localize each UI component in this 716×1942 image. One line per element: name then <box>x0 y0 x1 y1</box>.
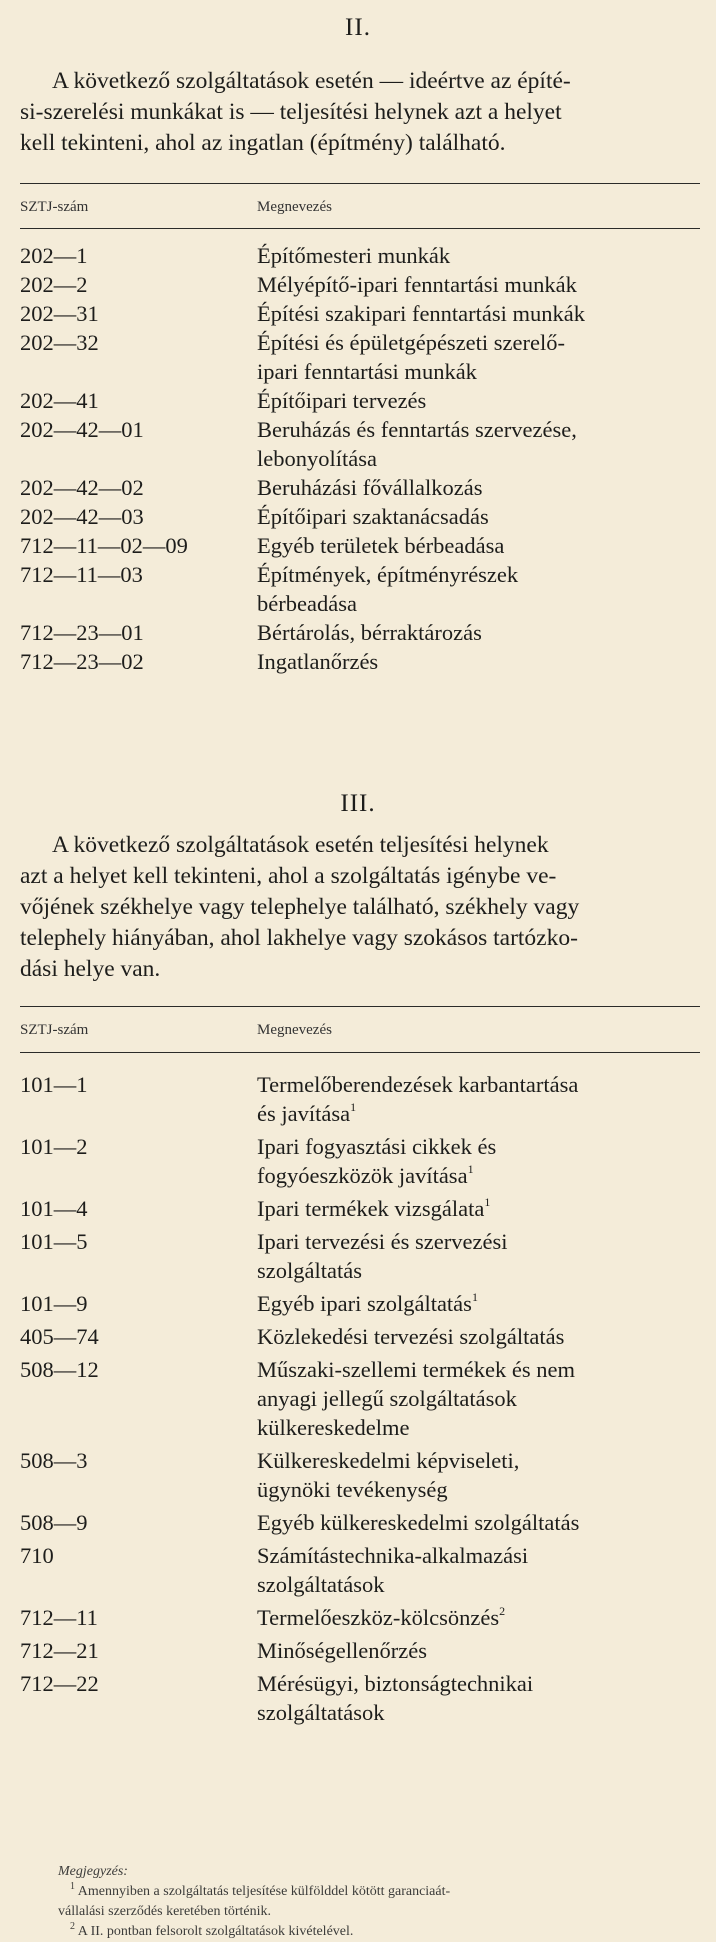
footnote-ref: 2 <box>499 1604 506 1618</box>
paragraph-line: telephely hiányában, ahol lakhelye vagy szokásos tartózko- <box>20 925 578 951</box>
table-row <box>20 647 700 676</box>
header-name: Megnevezés <box>257 1022 332 1038</box>
row-name-line <box>257 386 700 415</box>
row-code: 202—31 <box>20 301 99 326</box>
row-name-text: Építőmesteri munkák <box>257 243 451 268</box>
row-code: 202—41 <box>20 388 99 413</box>
table-row <box>20 1603 700 1632</box>
table-row <box>20 1132 700 1190</box>
row-name-text: Bértárolás, bérraktározás <box>257 620 482 645</box>
table-row <box>20 1322 700 1351</box>
row-code: 712—21 <box>20 1638 99 1663</box>
row-name-line <box>257 270 700 299</box>
table-row <box>20 270 700 299</box>
row-name <box>257 1355 700 1442</box>
row-name-line <box>257 1570 700 1599</box>
section-3-table-header <box>20 1022 700 1046</box>
row-name-text: Ipari fogyasztási cikkek és <box>257 1134 497 1159</box>
paragraph-line: azt a helyet kell tekinteni, ahol a szolgáltatás igénybe ve- <box>20 863 557 889</box>
row-name-text: bérbeadása <box>257 591 357 616</box>
row-name-line <box>257 1256 700 1285</box>
section-2-paragraph <box>20 66 700 159</box>
row-name <box>257 1132 700 1190</box>
row-code: 405—74 <box>20 1324 99 1349</box>
row-name <box>257 1508 700 1537</box>
row-name-text: Közlekedési tervezési szolgáltatás <box>257 1324 565 1349</box>
section-3-title: III. <box>340 790 376 817</box>
row-name-line <box>257 1070 700 1099</box>
row-name <box>257 1289 700 1318</box>
footnote-mark: 2 <box>70 1921 75 1932</box>
row-name <box>257 1541 700 1599</box>
row-code: 101—2 <box>20 1134 88 1159</box>
footnote-1-continuation: vállalási szerződés keretében történik. <box>58 1904 272 1919</box>
row-name-text: Építőipari szaktanácsadás <box>257 504 489 529</box>
row-code: 508—9 <box>20 1510 88 1535</box>
row-name <box>257 560 700 618</box>
table-row <box>20 1541 700 1599</box>
row-code: 101—9 <box>20 1291 88 1316</box>
row-name-line <box>257 415 700 444</box>
footnote-ref: 1 <box>471 1290 478 1304</box>
row-name-text: Építési szakipari fenntartási munkák <box>257 301 586 326</box>
row-name-line <box>257 1508 700 1537</box>
table-row <box>20 328 700 386</box>
row-name-line <box>257 1446 700 1475</box>
row-name-line <box>257 1669 700 1698</box>
row-code: 101—1 <box>20 1072 88 1097</box>
row-name-line <box>257 560 700 589</box>
table-top-rule <box>20 183 700 184</box>
row-code: 202—1 <box>20 243 88 268</box>
row-code: 202—42—01 <box>20 417 144 442</box>
row-code: 101—4 <box>20 1196 88 1221</box>
table-header-rule <box>20 1052 700 1053</box>
row-name-line <box>257 473 700 502</box>
row-name-text: Külkereskedelmi képviseleti, <box>257 1448 520 1473</box>
row-name-line <box>257 1289 700 1318</box>
table-row <box>20 299 700 328</box>
row-name <box>257 647 700 676</box>
header-code: SZTJ-szám <box>20 1022 89 1038</box>
row-code: 508—12 <box>20 1357 99 1382</box>
row-code: 202—42—02 <box>20 475 144 500</box>
row-name-text: külkereskedelme <box>257 1415 410 1440</box>
table-row <box>20 531 700 560</box>
row-code: 202—2 <box>20 272 88 297</box>
section-2-title: II. <box>345 14 371 41</box>
paragraph-line: si-szerelési munkákat is — teljesítési helynek azt a helyet <box>20 99 562 125</box>
row-name <box>257 502 700 531</box>
row-name <box>257 531 700 560</box>
row-name <box>257 1194 700 1223</box>
row-name-text: fogyóeszközök javítása <box>257 1163 468 1188</box>
row-name-text: Minőségellenőrzés <box>257 1638 427 1663</box>
row-name-line <box>257 618 700 647</box>
row-name-line <box>257 357 700 386</box>
row-name-line <box>257 1475 700 1504</box>
table-row <box>20 560 700 618</box>
row-name <box>257 270 700 299</box>
row-name-text: Egyéb külkereskedelmi szolgáltatás <box>257 1510 580 1535</box>
row-name <box>257 241 700 270</box>
row-name-text: Építőipari tervezés <box>257 388 427 413</box>
row-name <box>257 1227 700 1285</box>
row-name-text: Beruházás és fenntartás szervezése, <box>257 417 577 442</box>
footnote-text: Amennyiben a szolgáltatás teljesítése külfölddel kötött garanciaát- <box>77 1884 451 1899</box>
table-row <box>20 1355 700 1442</box>
row-name-line <box>257 1099 700 1128</box>
row-name-line <box>257 1161 700 1190</box>
row-name <box>257 1322 700 1351</box>
row-name-text: Egyéb területek bérbeadása <box>257 533 505 558</box>
row-code: 712—11—03 <box>20 562 143 587</box>
table-row <box>20 1070 700 1128</box>
row-code: 712—11 <box>20 1605 98 1630</box>
row-name <box>257 1603 700 1632</box>
table-row <box>20 1669 700 1727</box>
row-name-text: Építmények, építményrészek <box>257 562 519 587</box>
row-code: 202—32 <box>20 330 99 355</box>
table-top-rule <box>20 1006 700 1007</box>
row-name-text: Építési és épületgépészeti szerelő- <box>257 330 565 355</box>
table-row <box>20 415 700 473</box>
row-name-line <box>257 1698 700 1727</box>
row-code: 712—23—02 <box>20 649 144 674</box>
row-name <box>257 618 700 647</box>
row-name-text: Egyéb ipari szolgáltatás <box>257 1291 472 1316</box>
section-3-paragraph <box>20 830 700 985</box>
table-row <box>20 618 700 647</box>
row-name-text: Mérésügyi, biztonságtechnikai <box>257 1671 534 1696</box>
row-name <box>257 299 700 328</box>
row-name-text: Ipari termékek vizsgálata <box>257 1196 485 1221</box>
row-name-text: Számítástechnika-alkalmazási <box>257 1543 529 1568</box>
row-name-line <box>257 299 700 328</box>
footnote-2 <box>58 1922 698 1942</box>
footnote-ref: 1 <box>350 1100 357 1114</box>
paragraph-line: dási helye van. <box>20 956 161 982</box>
row-name-text: és javítása <box>257 1101 351 1126</box>
row-name-text: ipari fenntartási munkák <box>257 359 477 384</box>
section-3-table-body <box>20 1070 700 1731</box>
row-name-text: Termelőberendezések karbantartása <box>257 1072 579 1097</box>
row-name-text: Műszaki-szellemi termékek és nem <box>257 1357 576 1382</box>
row-name <box>257 1446 700 1504</box>
row-name-line <box>257 502 700 531</box>
row-name-line <box>257 1132 700 1161</box>
header-code: SZTJ-szám <box>20 199 89 215</box>
table-row <box>20 473 700 502</box>
row-name <box>257 473 700 502</box>
table-row <box>20 1289 700 1318</box>
row-name-text: szolgáltatások <box>257 1572 385 1597</box>
row-name-line <box>257 1194 700 1223</box>
row-name-line <box>257 1413 700 1442</box>
paragraph-line: A következő szolgáltatások esetén — ideértve az építé- <box>52 68 571 94</box>
row-code: 712—23—01 <box>20 620 144 645</box>
row-name-line <box>257 589 700 618</box>
row-name-line <box>257 1541 700 1570</box>
row-name-line <box>257 1355 700 1384</box>
table-row <box>20 386 700 415</box>
row-name <box>257 328 700 386</box>
row-code: 101—5 <box>20 1229 88 1254</box>
row-name-line <box>257 531 700 560</box>
row-name-text: Mélyépítő-ipari fenntartási munkák <box>257 272 577 297</box>
row-name <box>257 1669 700 1727</box>
row-name-line <box>257 1636 700 1665</box>
row-name-text: Beruházási fővállalkozás <box>257 475 483 500</box>
row-code: 202—42—03 <box>20 504 144 529</box>
row-name <box>257 1070 700 1128</box>
row-name <box>257 415 700 473</box>
header-name: Megnevezés <box>257 199 332 215</box>
footnotes-title: Megjegyzés: <box>58 1864 128 1879</box>
table-row <box>20 1446 700 1504</box>
section-2-table-header <box>20 199 700 223</box>
table-header-rule <box>20 228 700 229</box>
row-name-text: szolgáltatások <box>257 1700 385 1725</box>
row-name-text: anyagi jellegű szolgáltatások <box>257 1386 517 1411</box>
row-name-text: Termelőeszköz-kölcsönzés <box>257 1605 500 1630</box>
row-name-text: szolgáltatás <box>257 1258 362 1283</box>
footnote-ref: 1 <box>467 1162 474 1176</box>
row-name <box>257 1636 700 1665</box>
row-code: 712—11—02—09 <box>20 533 188 558</box>
section-2-table-body <box>20 241 700 676</box>
paragraph-line: kell tekinteni, ahol az ingatlan (építmény) található. <box>20 130 506 156</box>
paragraph-line: A következő szolgáltatások esetén teljesítési helynek <box>52 832 549 858</box>
footnotes <box>58 1862 698 1942</box>
row-name <box>257 386 700 415</box>
paragraph-line: vőjének székhelye vagy telephelye található, székhely vagy <box>20 894 580 920</box>
row-name-text: Ingatlanőrzés <box>257 649 379 674</box>
row-code: 712—22 <box>20 1671 99 1696</box>
row-code: 710 <box>20 1543 54 1568</box>
table-row <box>20 1636 700 1665</box>
row-name-line <box>257 241 700 270</box>
table-row <box>20 1194 700 1223</box>
table-row <box>20 241 700 270</box>
row-name-line <box>257 1384 700 1413</box>
row-name-line <box>257 647 700 676</box>
footnote-text: A II. pontban felsorolt szolgáltatások kivételével. <box>77 1924 354 1939</box>
table-row <box>20 502 700 531</box>
footnote-mark: 1 <box>70 1881 75 1892</box>
row-name-text: Ipari tervezési és szervezési <box>257 1229 508 1254</box>
row-name-line <box>257 1227 700 1256</box>
footnote-ref: 1 <box>484 1195 491 1209</box>
row-name-text: ügynöki tevékenység <box>257 1477 448 1502</box>
table-row <box>20 1508 700 1537</box>
row-name-line <box>257 1603 700 1632</box>
row-code: 508—3 <box>20 1448 88 1473</box>
row-name-line <box>257 444 700 473</box>
row-name-text: lebonyolítása <box>257 446 377 471</box>
footnote-1 <box>58 1882 698 1902</box>
row-name-line <box>257 1322 700 1351</box>
row-name-line <box>257 328 700 357</box>
table-row <box>20 1227 700 1285</box>
